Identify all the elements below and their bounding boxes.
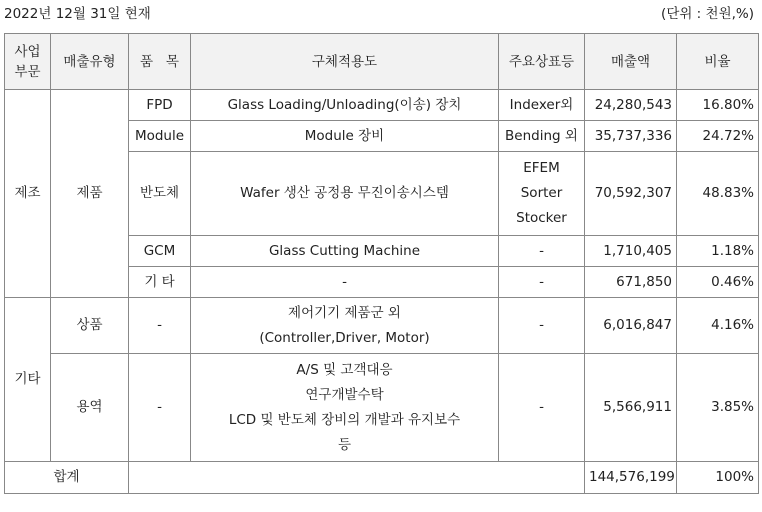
col-division: 사업 부문 xyxy=(5,34,51,90)
table-row xyxy=(5,298,759,354)
col-brand: 주요상표등 xyxy=(499,34,585,90)
total-blank xyxy=(129,462,585,494)
total-row xyxy=(5,462,759,494)
usage-cell: Glass Loading/Unloading(이송) 장치 xyxy=(191,90,499,121)
total-sales: 144,576,199 xyxy=(585,462,677,494)
ratio-cell: 16.80% xyxy=(677,90,759,121)
brand-cell: - xyxy=(499,267,585,298)
col-ratio: 비율 xyxy=(677,34,759,90)
total-label: 합계 xyxy=(5,462,129,494)
item-cell: GCM xyxy=(129,236,191,267)
usage-cell: 제어기기 제품군 외 (Controller,Driver, Motor) xyxy=(191,298,499,354)
sales-cell: 6,016,847 xyxy=(585,298,677,354)
col-usage: 구체적용도 xyxy=(191,34,499,90)
item-cell: FPD xyxy=(129,90,191,121)
division-other: 기타 xyxy=(5,298,51,462)
sales-cell: 1,710,405 xyxy=(585,236,677,267)
header-row xyxy=(5,34,759,90)
usage-cell: Glass Cutting Machine xyxy=(191,236,499,267)
usage-cell: A/S 및 고객대응 연구개발수탁 LCD 및 반도체 장비의 개발과 유지보수 등 xyxy=(191,354,499,462)
ratio-cell: 0.46% xyxy=(677,267,759,298)
type-product: 제품 xyxy=(51,90,129,298)
col-sales: 매출액 xyxy=(585,34,677,90)
item-cell: 반도체 xyxy=(129,152,191,236)
sales-cell: 35,737,336 xyxy=(585,121,677,152)
brand-cell: - xyxy=(499,298,585,354)
sales-cell: 5,566,911 xyxy=(585,354,677,462)
ratio-cell: 3.85% xyxy=(677,354,759,462)
brand-cell: - xyxy=(499,236,585,267)
usage-cell: Wafer 생산 공정용 무진이송시스템 xyxy=(191,152,499,236)
sales-cell: 70,592,307 xyxy=(585,152,677,236)
ratio-cell: 1.18% xyxy=(677,236,759,267)
item-cell: 기 타 xyxy=(129,267,191,298)
col-item: 품 목 xyxy=(129,34,191,90)
usage-cell: - xyxy=(191,267,499,298)
table-row xyxy=(5,90,759,121)
type-service: 용역 xyxy=(51,354,129,462)
ratio-cell: 4.16% xyxy=(677,298,759,354)
unit-note: (단위 : 천원,%) xyxy=(661,6,754,22)
col-sales-type: 매출유형 xyxy=(51,34,129,90)
brand-cell: EFEM Sorter Stocker xyxy=(499,152,585,236)
item-cell: - xyxy=(129,298,191,354)
item-cell: Module xyxy=(129,121,191,152)
table-header-info xyxy=(0,2,762,26)
division-manufacturing: 제조 xyxy=(5,90,51,298)
brand-cell: Indexer외 xyxy=(499,90,585,121)
type-goods: 상품 xyxy=(51,298,129,354)
total-ratio: 100% xyxy=(677,462,759,494)
as-of-date: 2022년 12월 31일 현재 xyxy=(4,6,151,22)
sales-cell: 671,850 xyxy=(585,267,677,298)
table-row xyxy=(5,354,759,462)
ratio-cell: 24.72% xyxy=(677,121,759,152)
brand-cell: - xyxy=(499,354,585,462)
brand-cell: Bending 외 xyxy=(499,121,585,152)
usage-cell: Module 장비 xyxy=(191,121,499,152)
sales-cell: 24,280,543 xyxy=(585,90,677,121)
item-cell: - xyxy=(129,354,191,462)
sales-table xyxy=(4,33,759,494)
ratio-cell: 48.83% xyxy=(677,152,759,236)
